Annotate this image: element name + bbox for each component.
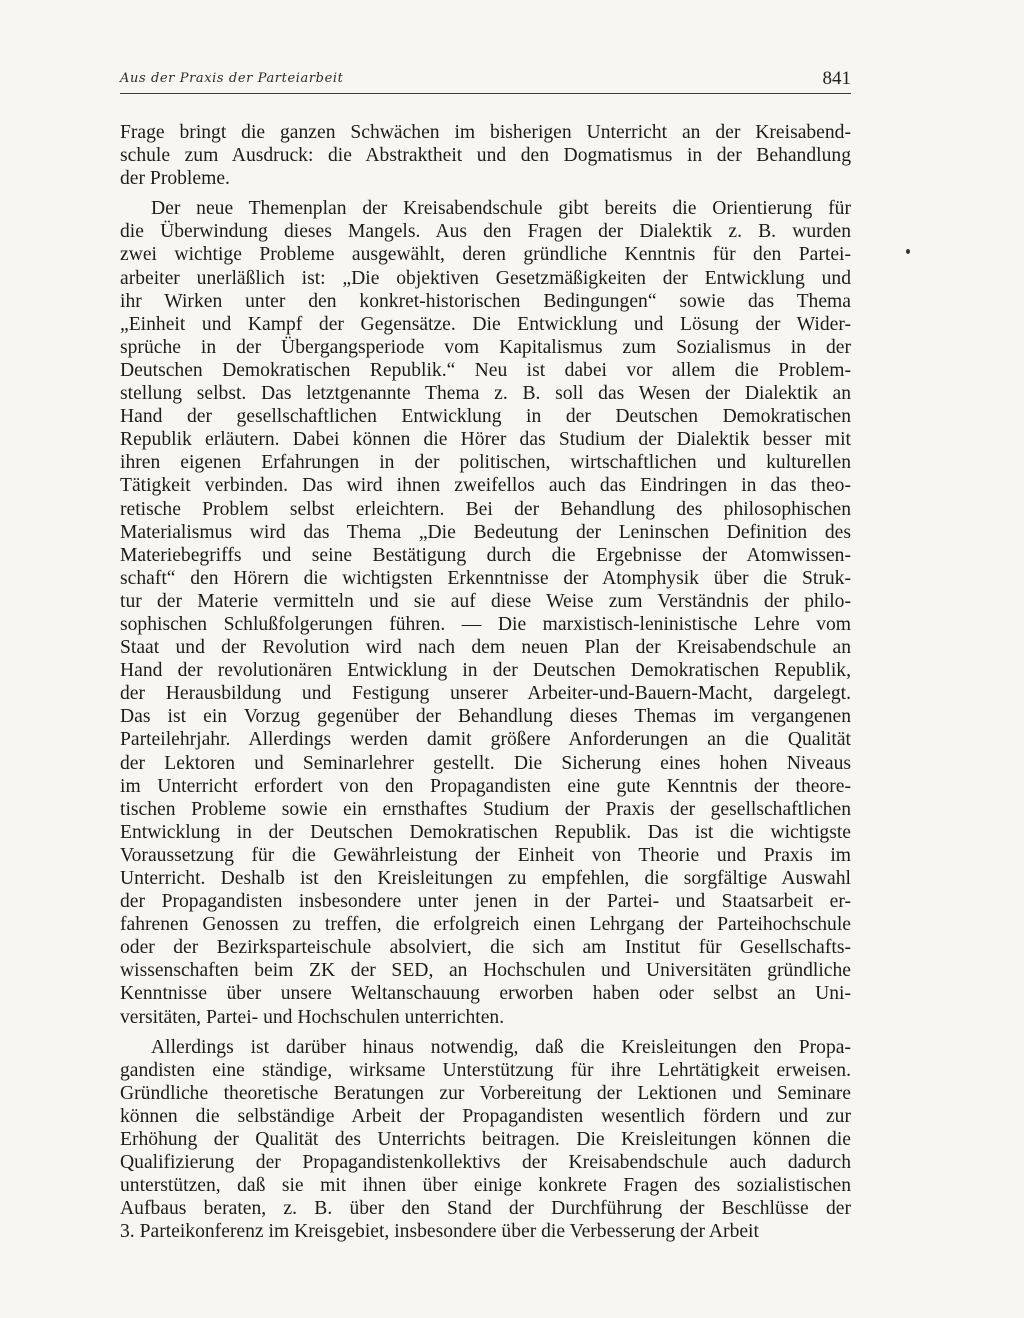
text-line: arbeiter unerläßlich ist: „Die objektiven Gesetzmäßigkeiten der Entwicklung und: [120, 267, 851, 289]
page-header: [120, 68, 851, 90]
text-line: tur der Materie vermitteln und sie auf diese Weise zum Verständnis der philo-: [120, 590, 851, 612]
text-line: Republik erläutern. Dabei können die Hörer das Studium der Dialektik besser mit: [120, 429, 851, 451]
text-line: unterstützen, daß sie mit ihnen über einige konkrete Fragen des sozialistischen: [120, 1175, 851, 1197]
text-line: können die selbständige Arbeit der Propagandisten wesentlich fördern und zur: [120, 1105, 851, 1127]
text-line: der Herausbildung und Festigung unserer Arbeiter-und-Bauern-Macht, dargelegt.: [120, 683, 851, 705]
text-line: Der neue Themenplan der Kreisabendschule gibt bereits die Orientierung für: [151, 198, 851, 220]
text-line: Entwicklung in der Deutschen Demokratischen Republik. Das ist die wichtigste: [120, 821, 851, 843]
text-line: sophischen Schlußfolgerungen führen. — Die marxistisch-leninistische Lehre vom: [120, 613, 851, 635]
text-line: schaft“ den Hörern die wichtigsten Erkenntnisse der Atomphysik über die Struk-: [120, 567, 851, 589]
text-line: wissenschaften beim ZK der SED, an Hochschulen und Universitäten gründliche: [120, 960, 851, 982]
text-line: der Probleme.: [120, 168, 230, 190]
text-line: Hand der revolutionären Entwicklung in der Deutschen Demokratischen Republik,: [120, 660, 851, 682]
paragraph: [120, 1036, 851, 1244]
text-line: ihr Wirken unter den konkret-historischen Bedingungen“ sowie das Thema: [120, 290, 851, 312]
paragraph-gap: [120, 190, 851, 197]
text-line: sprüche in der Übergangsperiode vom Kapitalismus zum Sozialismus in der: [120, 336, 851, 358]
text-line: 3. Parteikonferenz im Kreisgebiet, insbesondere über die Verbesserung der Arbeit: [120, 1221, 759, 1243]
text-line: Hand der gesellschaftlichen Entwicklung in der Deutschen Demokratischen: [120, 406, 851, 428]
text-line: Unterricht. Deshalb ist den Kreisleitungen zu empfehlen, die sorgfältige Auswahl: [120, 868, 851, 889]
body-text: [120, 121, 851, 1244]
text-line: oder der Bezirksparteischule absolviert, die sich am Institut für Gesellschafts-: [120, 937, 851, 959]
running-head: Aus der Praxis der Parteiarbeit: [120, 71, 344, 86]
text-line: Deutschen Demokratischen Republik.“ Neu ist dabei vor allem die Problem-: [120, 359, 851, 381]
text-line: die Überwindung dieses Mangels. Aus den Fragen der Dialektik z. B. wurden: [120, 221, 851, 243]
text-line: im Unterricht erfordert von den Propagandisten eine gute Kenntnis der theore-: [120, 775, 851, 797]
text-line: Aufbaus beraten, z. B. über den Stand der Durchführung der Beschlüsse der: [120, 1198, 851, 1220]
text-line: Materiebegriffs und seine Bestätigung durch die Ergebnisse der Atomwissen-: [120, 544, 851, 566]
text-line: der Lektoren und Seminarlehrer gestellt. Die Sicherung eines hohen Niveaus: [120, 752, 851, 774]
text-line: Kenntnisse über unsere Weltanschauung erworben haben oder selbst an Uni-: [120, 983, 851, 1005]
text-line: Erhöhung der Qualität des Unterrichts beitragen. Die Kreisleitungen können die: [120, 1129, 851, 1151]
text-line: Frage bringt die ganzen Schwächen im bisherigen Unterricht an der Kreisabend-: [120, 122, 851, 143]
text-line: Allerdings ist darüber hinaus notwendig, daß die Kreisleitungen den Propa-: [151, 1036, 851, 1058]
page-number: 841: [822, 68, 851, 89]
text-line: der Propagandisten insbesondere unter jenen in der Partei- und Staatsarbeit er-: [120, 891, 851, 913]
text-line: Tätigkeit verbinden. Das wird ihnen zweifellos auch das Eindringen in das theo-: [120, 475, 851, 497]
text-line: Das ist ein Vorzug gegenüber der Behandlung dieses Themas im vergangenen: [120, 706, 851, 728]
text-line: Staat und der Revolution wird nach dem neuen Plan der Kreisabendschule an: [120, 637, 851, 659]
text-line: ihren eigenen Erfahrungen in der politischen, wirtschaftlichen und kulturellen: [120, 452, 851, 474]
print-speck: [906, 249, 910, 254]
text-line: Voraussetzung für die Gewährleistung der Einheit von Theorie und Praxis im: [120, 844, 851, 866]
paragraph: [120, 197, 851, 1028]
paragraph-gap: [120, 1029, 851, 1036]
text-line: versitäten, Partei- und Hochschulen unterrichten.: [120, 1006, 505, 1028]
text-line: Qualifizierung der Propagandistenkollektivs der Kreisabendschule auch dadurch: [120, 1152, 851, 1174]
header-rule: [120, 93, 851, 94]
text-line: gandisten eine ständige, wirksame Unterstützung für ihre Lehrtätigkeit erweisen.: [120, 1059, 851, 1081]
text-line: zwei wichtige Probleme ausgewählt, deren gründliche Kenntnis für den Partei-: [120, 244, 851, 266]
text-line: schule zum Ausdruck: die Abstraktheit und den Dogmatismus in der Behandlung: [120, 145, 851, 167]
text-line: retische Problem selbst erleichtern. Bei der Behandlung des philosophischen: [120, 498, 851, 520]
text-line: Parteilehrjahr. Allerdings werden damit größere Anforderungen an die Qualität: [120, 729, 851, 751]
paragraph: [120, 121, 851, 190]
text-line: Materialismus wird das Thema „Die Bedeutung der Leninschen Definition des: [120, 521, 851, 543]
text-line: tischen Probleme sowie ein ernsthaftes Studium der Praxis der gesellschaftlichen: [120, 798, 851, 820]
text-line: Gründliche theoretische Beratungen zur Vorbereitung der Lektionen und Seminare: [120, 1082, 851, 1104]
text-line: fahrenen Genossen zu treffen, die erfolgreich einen Lehrgang der Parteihochschule: [120, 914, 851, 936]
text-line: stellung selbst. Das letztgenannte Thema z. B. soll das Wesen der Dialektik an: [120, 383, 851, 405]
text-line: „Einheit und Kampf der Gegensätze. Die Entwicklung und Lösung der Wider-: [120, 313, 851, 335]
